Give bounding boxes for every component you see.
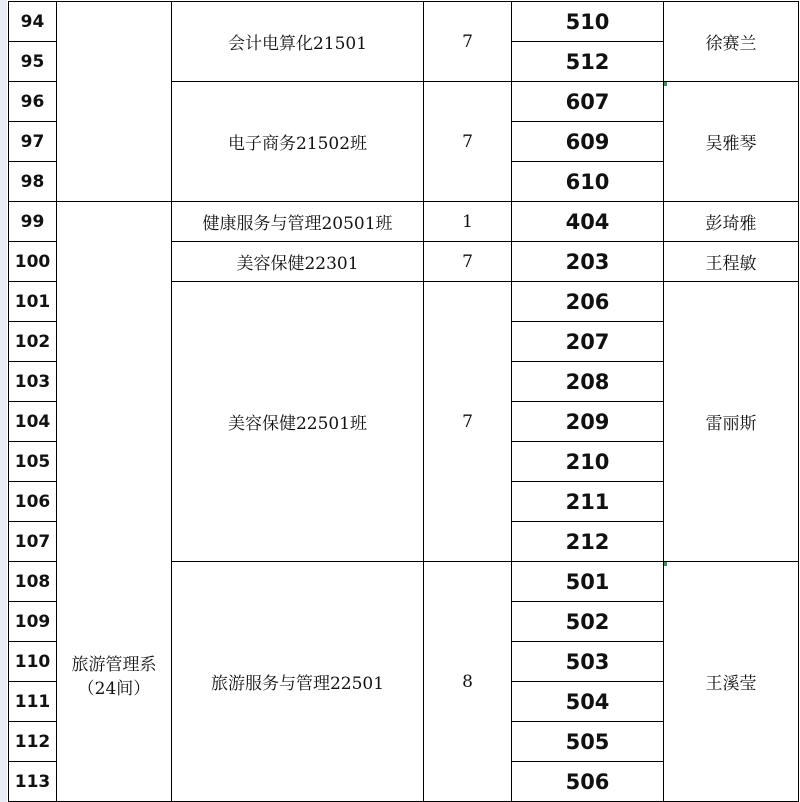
- row-number: 95: [9, 42, 57, 82]
- row-number: 100: [9, 242, 57, 282]
- teacher-cell[interactable]: 雷丽斯: [664, 282, 799, 562]
- row-number: 106: [9, 482, 57, 522]
- room-cell[interactable]: 609: [512, 122, 664, 162]
- count-cell[interactable]: 1: [424, 202, 512, 242]
- count-cell[interactable]: 7: [424, 242, 512, 282]
- row-number: 103: [9, 362, 57, 402]
- row-number: 113: [9, 762, 57, 802]
- room-cell[interactable]: 501: [512, 562, 664, 602]
- count-cell[interactable]: 8: [424, 562, 512, 802]
- row-number: 99: [9, 202, 57, 242]
- cell-comment-marker: [664, 562, 667, 566]
- row-number: 102: [9, 322, 57, 362]
- teacher-cell[interactable]: 王溪莹: [664, 562, 799, 802]
- room-cell[interactable]: 505: [512, 722, 664, 762]
- room-cell[interactable]: 610: [512, 162, 664, 202]
- row-number: 104: [9, 402, 57, 442]
- room-cell[interactable]: 502: [512, 602, 664, 642]
- department-cell[interactable]: [57, 202, 172, 802]
- row-number: 112: [9, 722, 57, 762]
- room-cell[interactable]: 504: [512, 682, 664, 722]
- room-cell[interactable]: 212: [512, 522, 664, 562]
- row-number: 96: [9, 82, 57, 122]
- teacher-cell[interactable]: 徐赛兰: [664, 2, 799, 82]
- row-number: 109: [9, 602, 57, 642]
- row-number: 107: [9, 522, 57, 562]
- class-name-cell[interactable]: 旅游服务与管理22501: [172, 562, 424, 802]
- table-row: [9, 202, 799, 242]
- class-name-cell[interactable]: 健康服务与管理20501班: [172, 202, 424, 242]
- room-cell[interactable]: 206: [512, 282, 664, 322]
- class-name-cell[interactable]: 电子商务21502班: [172, 82, 424, 202]
- room-cell[interactable]: 503: [512, 642, 664, 682]
- row-number: 110: [9, 642, 57, 682]
- teacher-cell[interactable]: 吴雅琴: [664, 82, 799, 202]
- teacher-cell[interactable]: 王程敏: [664, 242, 799, 282]
- count-cell[interactable]: 7: [424, 82, 512, 202]
- row-number: 97: [9, 122, 57, 162]
- teacher-cell[interactable]: 彭琦雅: [664, 202, 799, 242]
- room-cell[interactable]: 207: [512, 322, 664, 362]
- department-room-count: （24间）: [77, 679, 151, 699]
- row-number: 98: [9, 162, 57, 202]
- room-cell[interactable]: 203: [512, 242, 664, 282]
- room-cell[interactable]: 607: [512, 82, 664, 122]
- row-number: 111: [9, 682, 57, 722]
- room-cell[interactable]: 208: [512, 362, 664, 402]
- room-cell[interactable]: 404: [512, 202, 664, 242]
- room-cell[interactable]: 209: [512, 402, 664, 442]
- row-number: 105: [9, 442, 57, 482]
- count-cell[interactable]: 7: [424, 282, 512, 562]
- room-cell[interactable]: 510: [512, 2, 664, 42]
- row-number: 108: [9, 562, 57, 602]
- room-cell[interactable]: 512: [512, 42, 664, 82]
- department-name: 旅游管理系: [71, 655, 157, 675]
- room-cell[interactable]: 211: [512, 482, 664, 522]
- row-number: 101: [9, 282, 57, 322]
- count-cell[interactable]: 7: [424, 2, 512, 82]
- table-row: [9, 2, 799, 42]
- class-name-cell[interactable]: 美容保健22301: [172, 242, 424, 282]
- dormitory-table: [8, 1, 799, 802]
- row-number: 94: [9, 2, 57, 42]
- room-cell[interactable]: 210: [512, 442, 664, 482]
- department-cell-empty[interactable]: [57, 2, 172, 202]
- room-cell[interactable]: 506: [512, 762, 664, 802]
- class-name-cell[interactable]: 会计电算化21501: [172, 2, 424, 82]
- class-name-cell[interactable]: 美容保健22501班: [172, 282, 424, 562]
- cell-comment-marker: [664, 82, 667, 86]
